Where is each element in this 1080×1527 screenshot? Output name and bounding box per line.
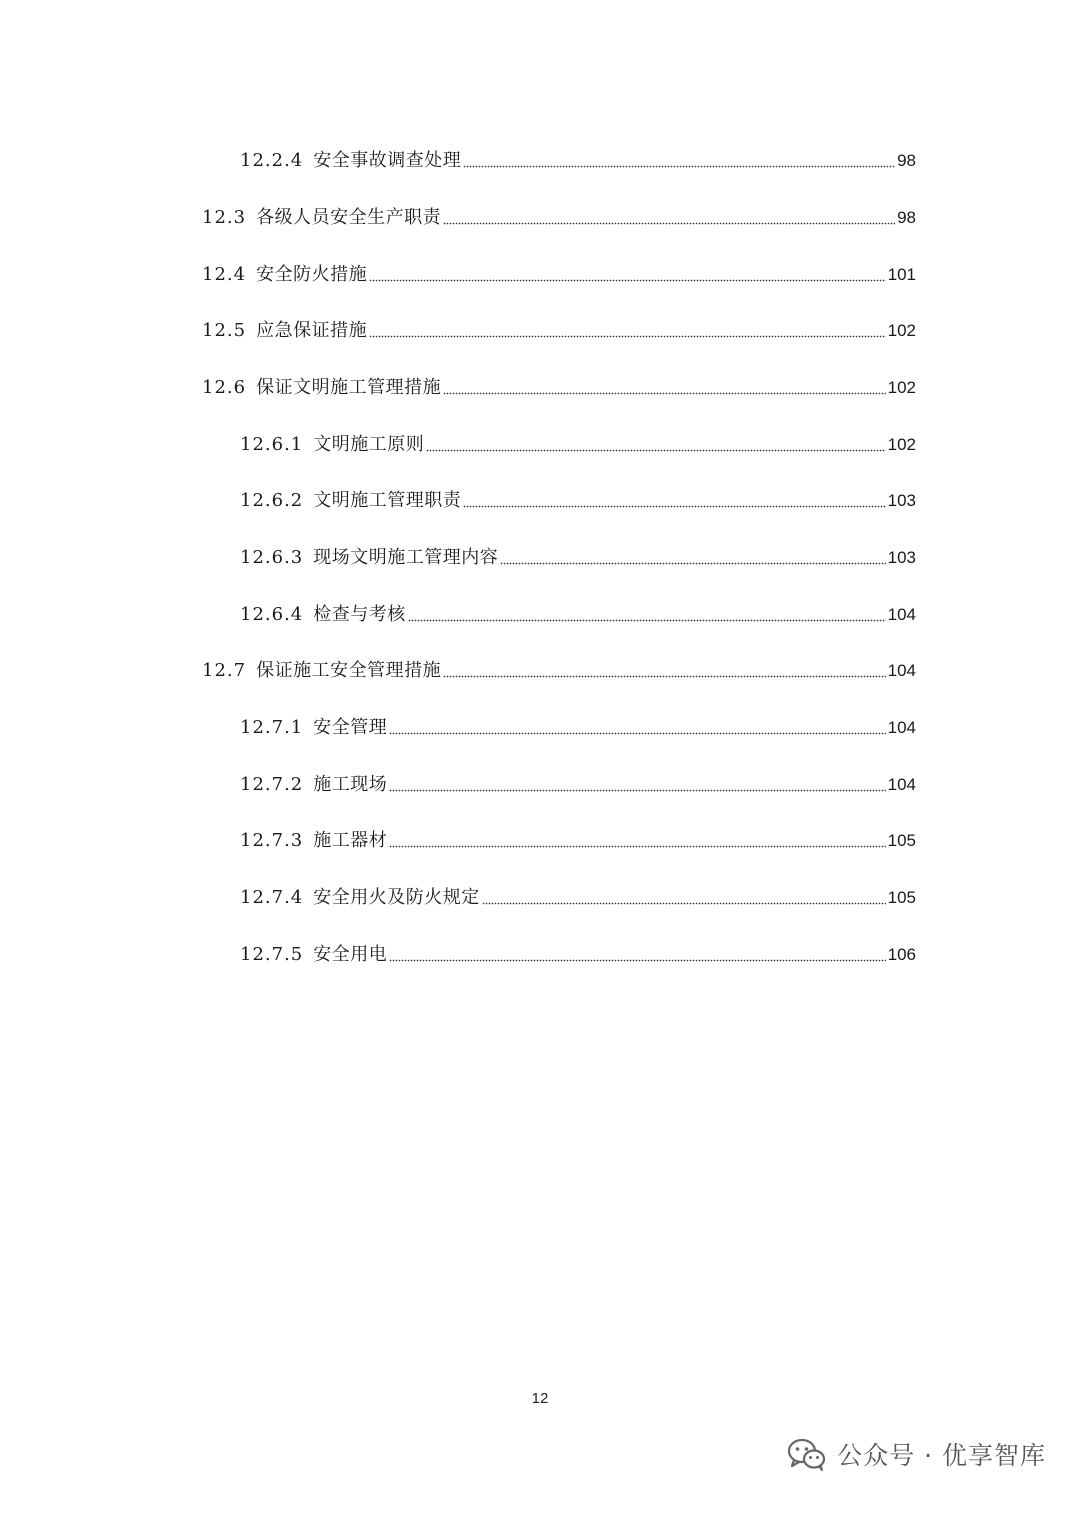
toc-entry-number: 12.6.3	[240, 547, 304, 568]
toc-leader-dots	[426, 448, 885, 452]
toc-entry[interactable]	[240, 709, 916, 739]
toc-entry-number: 12.3	[202, 207, 247, 228]
toc-entry-title: 施工现场	[313, 774, 388, 795]
toc-entry[interactable]	[202, 369, 916, 399]
toc-leader-dots	[389, 788, 885, 792]
toc-entry-number: 12.7.2	[240, 774, 304, 795]
toc-entry-page: 101	[887, 265, 916, 284]
toc-entry[interactable]	[240, 766, 916, 796]
toc-entry-title: 文明施工管理职责	[313, 490, 462, 511]
toc-entry[interactable]	[240, 822, 916, 852]
toc-entry-number: 12.6.1	[240, 434, 304, 455]
toc-entry[interactable]	[202, 652, 916, 682]
toc-entry-title: 施工器材	[313, 830, 388, 851]
page-number: 12	[531, 1390, 549, 1407]
toc-entry-page: 102	[887, 321, 916, 340]
toc-entry-number: 12.7	[202, 660, 247, 681]
wechat-icon	[787, 1437, 827, 1471]
toc-entry-title: 检查与考核	[313, 604, 406, 625]
toc-entry-number: 12.6	[202, 377, 247, 398]
toc-leader-dots	[389, 958, 885, 962]
toc-entry-number: 12.7.4	[240, 887, 304, 908]
toc-entry-title: 安全防火措施	[256, 264, 368, 285]
watermark-text: 公众号 · 优享智库	[837, 1441, 1046, 1470]
toc-leader-dots	[500, 561, 885, 565]
toc-entry-title: 现场文明施工管理内容	[313, 547, 499, 568]
toc-entry[interactable]	[202, 312, 916, 342]
toc-entry-page: 104	[887, 605, 916, 624]
toc-entry[interactable]	[240, 936, 916, 966]
toc-entry[interactable]	[240, 539, 916, 569]
toc-entry-page: 98	[897, 208, 916, 227]
toc-entry-number: 12.6.4	[240, 604, 304, 625]
toc-entry-title: 保证文明施工管理措施	[256, 377, 442, 398]
toc-entry-title: 应急保证措施	[256, 320, 368, 341]
toc-entry-page: 102	[887, 435, 916, 454]
toc-leader-dots	[443, 221, 895, 225]
toc-entry-page: 103	[887, 491, 916, 510]
toc-entry-title: 文明施工原则	[313, 434, 425, 455]
toc-entry-number: 12.6.2	[240, 490, 304, 511]
toc-leader-dots	[408, 618, 886, 622]
toc-entry-number: 12.4	[202, 264, 247, 285]
toc-entry-number: 12.7.5	[240, 944, 304, 965]
toc-entry-number: 12.5	[202, 320, 247, 341]
toc-leader-dots	[482, 901, 886, 905]
toc-entry-number: 12.7.1	[240, 717, 304, 738]
toc-leader-dots	[389, 844, 885, 848]
toc-entry[interactable]	[240, 426, 916, 456]
toc-leader-dots	[369, 278, 886, 282]
toc-entry[interactable]	[202, 199, 916, 229]
toc-entry-page: 103	[887, 548, 916, 567]
toc-entry-title: 保证施工安全管理措施	[256, 660, 442, 681]
toc-entry-page: 105	[887, 831, 916, 850]
toc-leader-dots	[389, 731, 885, 735]
toc-entry-title: 各级人员安全生产职责	[256, 207, 442, 228]
toc-leader-dots	[463, 164, 895, 168]
toc-entry-number: 12.2.4	[240, 150, 304, 171]
toc-entry[interactable]	[202, 256, 916, 286]
toc-leader-dots	[463, 504, 885, 508]
toc-entry[interactable]	[240, 142, 916, 172]
toc-leader-dots	[443, 674, 886, 678]
toc-entry-title: 安全管理	[313, 717, 388, 738]
toc-entry[interactable]	[240, 879, 916, 909]
toc-entry-page: 106	[887, 945, 916, 964]
watermark	[787, 1436, 1046, 1472]
toc-entry-page: 104	[887, 775, 916, 794]
toc-entry-title: 安全用电	[313, 944, 388, 965]
toc-entry-page: 98	[897, 151, 916, 170]
toc-entry[interactable]	[240, 596, 916, 626]
toc-entry[interactable]	[240, 482, 916, 512]
toc-leader-dots	[369, 334, 886, 338]
toc-entry-title: 安全事故调查处理	[313, 150, 462, 171]
toc-entry-title: 安全用火及防火规定	[313, 887, 480, 908]
toc-entry-number: 12.7.3	[240, 830, 304, 851]
toc-entry-page: 104	[887, 661, 916, 680]
toc-entry-page: 104	[887, 718, 916, 737]
toc-entry-page: 105	[887, 888, 916, 907]
toc-leader-dots	[443, 391, 886, 395]
toc-entry-page: 102	[887, 378, 916, 397]
